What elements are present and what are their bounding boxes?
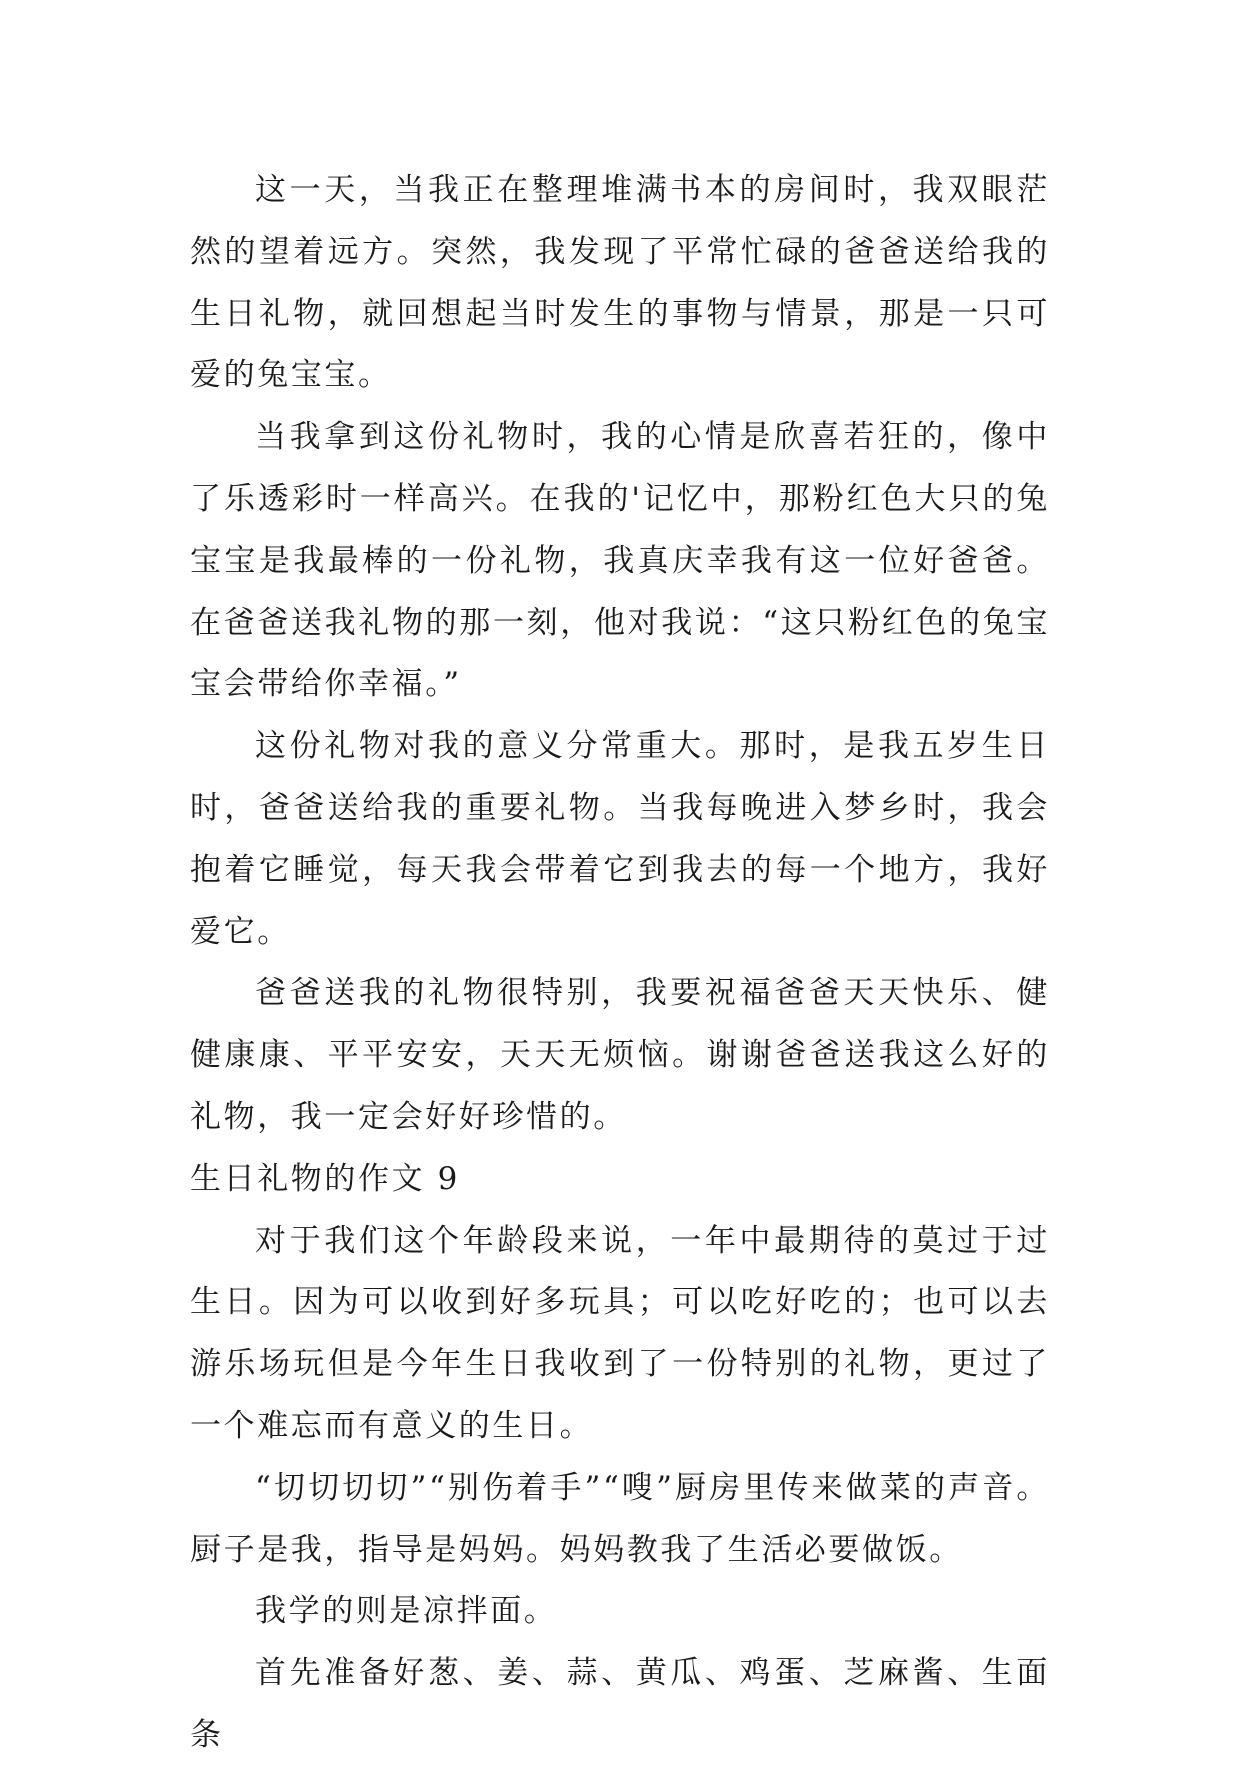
paragraph-8: 首先准备好葱、姜、蒜、黄瓜、鸡蛋、芝麻酱、生面条 — [190, 1655, 1050, 1753]
section-heading: 生日礼物的作文 9 — [190, 1160, 460, 1197]
paragraph-2: 当我拿到这份礼物时，我的心情是欣喜若狂的，像中了乐透彩时一样高兴。在我的'记忆中，那粉红色大只的兔宝宝是我最棒的一份礼物，我真庆幸我有这一位好爸爸。在爸爸送我礼物的那一刻，他对我说：“这只粉红色的兔宝宝会带给你幸福。” — [190, 419, 1050, 703]
document-body — [190, 160, 1050, 1767]
paragraph-5: 对于我们这个年龄段来说，一年中最期待的莫过于过生日。因为可以收到好多玩具；可以吃好吃的；也可以去游乐场玩但是今年生日我收到了一份特别的礼物，更过了一个难忘而有意义的生日。 — [190, 1222, 1050, 1444]
paragraph-1: 这一天，当我正在整理堆满书本的房间时，我双眼茫然的望着远方。突然，我发现了平常忙碌的爸爸送给我的生日礼物，就回想起当时发生的事物与情景，那是一只可爱的兔宝宝。 — [190, 172, 1050, 394]
paragraph-4: 爸爸送我的礼物很特别，我要祝福爸爸天天快乐、健健康康、平平安安，天天无烦恼。谢谢爸爸送我这么好的礼物，我一定会好好珍惜的。 — [190, 975, 1050, 1135]
paragraph-3: 这份礼物对我的意义分常重大。那时，是我五岁生日时，爸爸送给我的重要礼物。当我每晚进入梦乡时，我会抱着它睡觉，每天我会带着它到我去的每一个地方，我好爱它。 — [190, 728, 1050, 950]
paragraph-7: 我学的则是凉拌面。 — [255, 1593, 558, 1630]
paragraph-6: “切切切切”“别伤着手”“嗖”厨房里传来做菜的声音。厨子是我，指导是妈妈。妈妈教我了生活必要做饭。 — [190, 1469, 1050, 1568]
